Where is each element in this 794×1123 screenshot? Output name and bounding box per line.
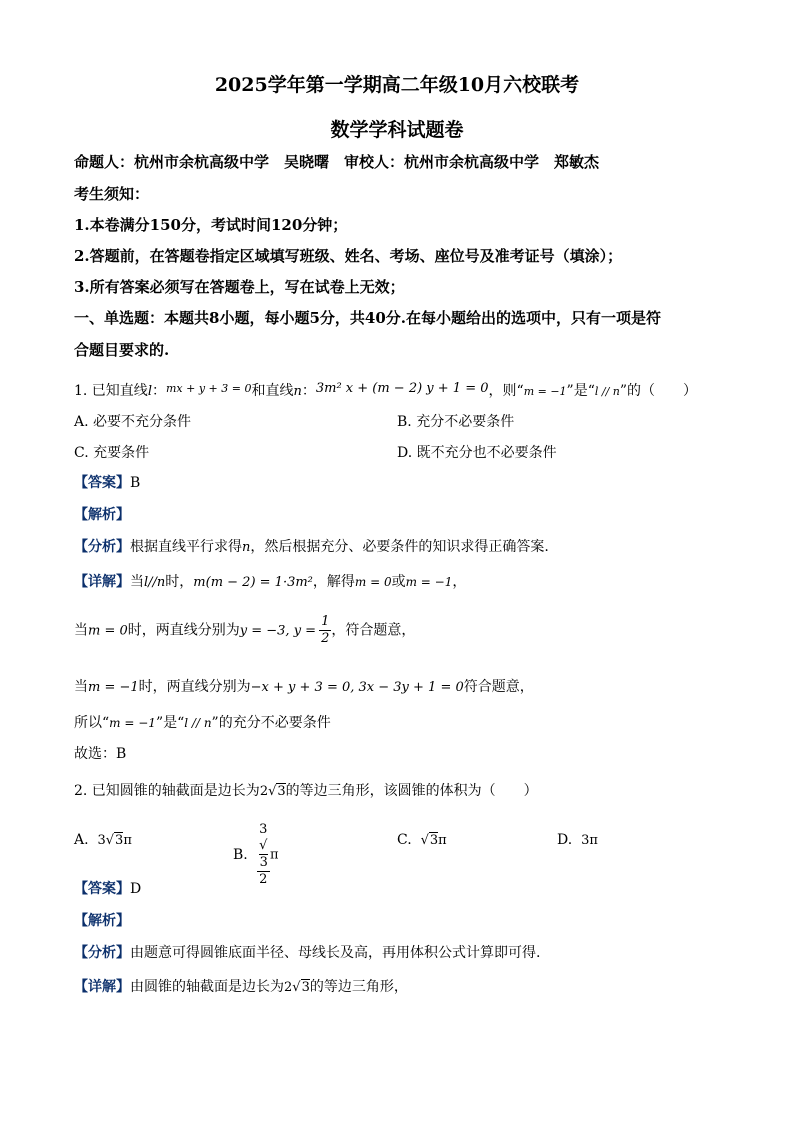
detail-tag: 【详解】 [74,574,130,590]
q2-len-coef: 2 [259,784,269,799]
q1-detail-1 [74,571,466,591]
q1-text-1: 1. 已知直线 [74,383,148,399]
q1-final: 故选：B [74,746,127,762]
q1-eq-2: 3m² x + (m − 2) y + 1 = 0 [315,381,489,396]
q1-d3-eq: −x + y + 3 = 0, 3x − 3y + 1 = 0 [250,680,464,695]
q1-analysis-heading [74,504,130,524]
exam-title: 2025学年第一学期高二年级10月六校联考 [214,74,580,96]
q2-analysis-heading [74,910,130,930]
q2-option-b-fraction [257,822,270,888]
analysis-tag: 【解析】 [74,913,130,929]
q2-d1-root: √3 [292,980,310,995]
q2-option-d [557,832,598,848]
answer-tag: 【答案】 [74,881,130,897]
q2-option-c [397,832,447,848]
q2-option-c-rad: 3 [429,833,439,848]
q1-var-n: n [293,384,302,399]
q1-d2-c: ，符合题意， [331,622,416,639]
q1-d1-eq: m(m − 2) = 1·3m² [193,575,313,590]
question-2-stem [74,780,538,800]
q2-option-a-coef: 3 [97,833,106,848]
q1-d2-m: m = 0 [88,623,128,639]
authors-line: 命题人：杭州市余杭高级中学 吴晓曙 审校人：杭州市余杭高级中学 郑敏杰 [74,153,600,171]
q1-d2-num: 1 [321,614,330,629]
q1-fenxi-b: ，然后根据充分、必要条件的知识求得正确答案. [250,539,549,555]
q1-d1-e: ， [452,574,467,590]
q1-d3-c: 符合题意， [463,679,534,695]
q2-option-b-pi: π [269,847,279,863]
q2-option-a-root: √3 [105,833,124,848]
q1-d1-c: ，解得 [312,574,355,590]
q1-text-5: ，则“ [488,383,524,399]
q1-text-7: ”的（ ） [619,383,698,399]
detail-tag: 【详解】 [74,979,130,995]
fenxi-tag: 【分析】 [74,539,130,555]
q2-option-a-label: A. [74,832,89,848]
q1-d1-rel: l//n [144,575,166,590]
q1-d3-b: 时，两直线分别为 [138,679,251,695]
q2-len-rad: 3 [277,784,286,799]
q1-d1-r1: m = 0 [354,575,392,589]
q1-detail-4 [74,712,331,732]
fenxi-tag: 【分析】 [74,945,130,961]
q1-answer [74,472,140,492]
q2-option-c-pi: π [438,833,447,848]
q1-d2-fraction [319,614,331,647]
q1-d2-den: 2 [321,631,330,646]
q1-d3-m: m = −1 [88,680,139,695]
q1-option-b: B. 充分不必要条件 [397,414,515,430]
notice-item-2: 2.答题前，在答题卷指定区域填写班级、姓名、考场、座位号及准考证号（填涂）； [74,247,623,265]
question-1-stem [74,380,697,400]
notice-heading: 考生须知： [74,185,150,203]
q1-condition: m = −1 [523,385,567,398]
q1-d2-b: 时，两直线分别为 [127,622,240,639]
q2-option-d-label: D. [557,832,573,848]
q1-fenxi-a: 根据直线平行求得 [130,539,242,555]
q1-detail-2 [74,614,415,647]
q2-d1-b: 的等边三角形， [309,979,408,995]
q2-d1-coef: 2 [284,980,293,995]
q1-d1-r2: m = −1 [405,575,453,589]
q2-option-b-num: 3 √ 3 [257,822,270,872]
q1-d1-b: 时， [165,574,194,590]
q1-d4-b: ”是“ [155,715,185,731]
q2-text-1: 2. 已知圆锥的轴截面是边长为 [74,783,260,799]
q2-len-root: √3 [268,784,286,799]
answer-tag: 【答案】 [74,475,130,491]
notice-item-1: 1.本卷满分150分，考试时间120分钟； [74,216,348,234]
section-heading: 一、单选题：本题共8小题，每小题5分，共40分.在每小题给出的选项中，只有一项是符 [74,309,661,327]
q1-d4-rel: l // n [184,716,212,730]
q1-fenxi-var: n [242,540,251,555]
q1-text-3: 和直线 [251,383,294,399]
q2-option-d-value: 3π [581,833,598,848]
q2-detail-1 [74,976,408,996]
q1-d2-a: 当 [74,622,88,639]
q2-option-b-num-rad: 3 [259,855,268,870]
q2-option-b-den: 2 [259,872,268,887]
q2-option-c-label: C. [397,832,412,848]
q1-d2-eq: y = −3, y = [239,623,317,639]
q2-option-a [74,832,132,848]
q2-d1-rad: 3 [301,980,310,995]
analysis-tag: 【解析】 [74,507,130,523]
q1-option-d: D. 既不充分也不必要条件 [397,445,557,461]
exam-subtitle: 数学学科试题卷 [330,119,464,141]
q1-text-4: ： [301,383,316,399]
q1-d4-c: ”的充分不必要条件 [211,715,331,731]
q2-answer-value: D [130,881,142,897]
q1-detail-3 [74,676,534,696]
q1-text-6: ”是“ [566,383,595,399]
q1-eq-1: mx + y + 3 = 0 [165,382,252,395]
q1-var-l: l [147,384,152,399]
q1-answer-value: B [130,475,141,491]
q1-text-2: ： [151,383,166,399]
notice-item-3: 3.所有答案必须写在答题卷上，写在试卷上无效； [74,278,405,296]
q1-d1-a: 当 [130,574,144,590]
q1-d1-d: 或 [391,574,406,590]
q1-d3-a: 当 [74,679,88,695]
q1-option-a: A. 必要不充分条件 [74,414,192,430]
q1-d4-m: m = −1 [109,716,156,730]
q2-text-2: 的等边三角形，该圆锥的体积为（ ） [285,783,538,799]
section-heading-cont: 合题目要求的. [74,341,170,359]
q2-option-b [233,822,278,888]
q2-option-a-pi: π [123,833,132,848]
q1-option-c: C. 充要条件 [74,445,150,461]
q2-option-a-rad: 3 [115,833,124,848]
q1-d4-a: 所以“ [74,715,110,731]
q2-fenxi-text: 由题意可得圆锥底面半径、母线长及高，再用体积公式计算即可得. [130,945,541,961]
q2-option-b-label: B. [233,847,248,863]
q1-relation: l // n [594,385,620,398]
q2-d1-a: 由圆锥的轴截面是边长为 [130,979,284,995]
q2-option-b-num-coef: 3 [259,822,268,837]
q1-fenxi [74,536,549,556]
q2-answer [74,878,141,898]
q2-fenxi [74,942,540,962]
q2-option-c-root: √3 [420,833,439,848]
